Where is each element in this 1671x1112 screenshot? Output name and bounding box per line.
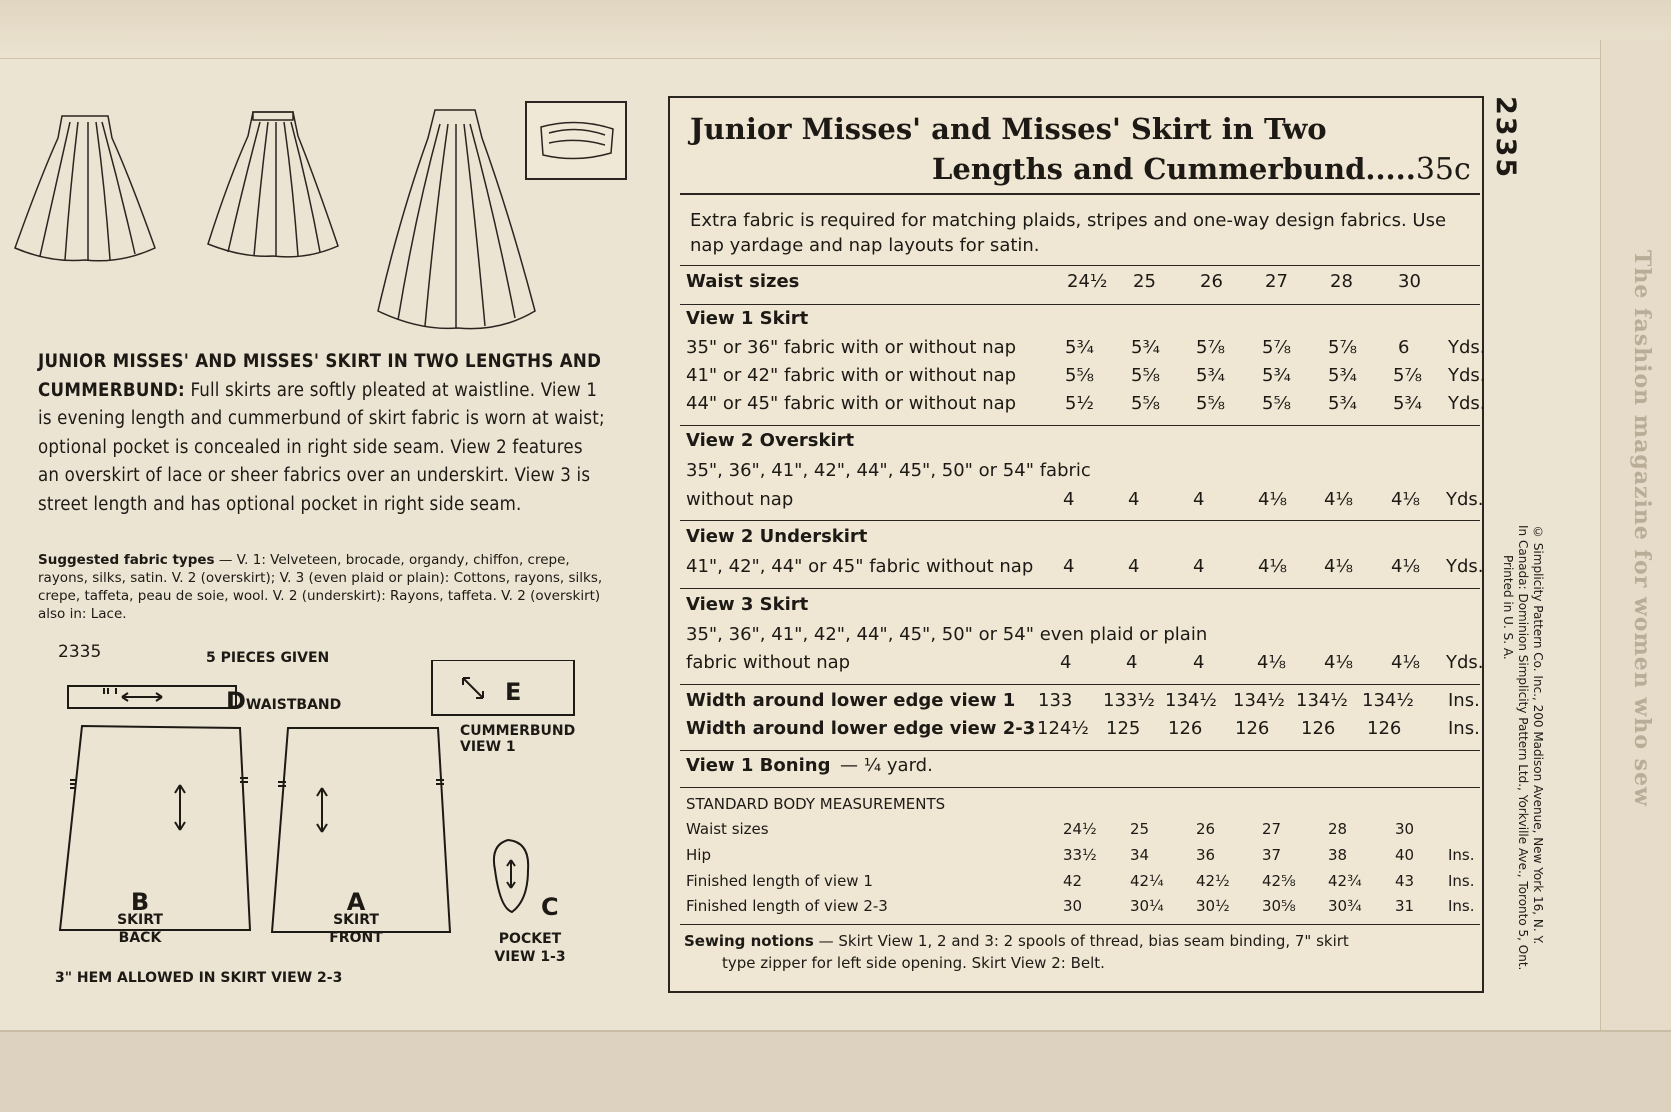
notions-line-2: type zipper for left side opening. Skirt View 2: Belt. [722, 954, 1105, 972]
cell: 5¾ [1262, 365, 1291, 386]
cell: 4 [1193, 652, 1205, 673]
cell: 5⅝ [1131, 365, 1160, 386]
cummerbund-illustration-box [525, 101, 627, 180]
boning-text: — ¼ yard. [840, 755, 933, 776]
description-body: Full skirts are softly pleated at waistline. View 1 is evening length and cummerbund of skirt fabric is worn at waist; optional pocket is concealed in right side seam. View 2 features an overskirt of lace or sheer fabrics over an underskirt. View 3 is street length and has optional pocket in right side seam. [38, 379, 605, 515]
cell: 5⅝ [1262, 393, 1291, 414]
view-1-row [0, 337, 1671, 363]
cell: 4 [1126, 652, 1138, 673]
cell: 124½ [1037, 718, 1089, 739]
cell: 25 [1130, 820, 1150, 838]
cell: 5⅞ [1393, 365, 1422, 386]
cell: 5¾ [1065, 337, 1094, 358]
panel-title-line-2 [932, 152, 1471, 187]
cell: 42⅝ [1262, 872, 1296, 890]
cell: 5⅞ [1328, 337, 1357, 358]
title-line-2-text: Lengths and Cummerbund..... [932, 152, 1416, 186]
cell: 5⅝ [1065, 365, 1094, 386]
cell: 28 [1328, 820, 1348, 838]
cell: 42¼ [1130, 872, 1164, 890]
unit: Yds. [1448, 337, 1486, 358]
view-2-overskirt-row [0, 489, 1671, 515]
row-label: Finished length of view 1 [686, 872, 873, 890]
row-label: 44" or 45" fabric with or without nap [686, 393, 1017, 414]
view-1-row [0, 365, 1671, 391]
cell: 5⅝ [1131, 393, 1160, 414]
cell: 4⅛ [1324, 652, 1353, 673]
cell: 134½ [1362, 690, 1414, 711]
row-label: 41" or 42" fabric with or without nap [686, 365, 1017, 386]
unit: Yds. [1446, 489, 1484, 510]
fabric-types-text: — V. 1: Velveteen, brocade, organdy, chiffon, crepe, rayons, silks, satin. V. 2 (overskirt); V. 3 (even plaid or plain): Cottons, rayons, silks, crepe, taffeta, peau de soie, wool. V. 2 (underskirt): Rayons, taffeta. V. 2 (overskirt) also in: Lace. [38, 552, 603, 622]
unit: Yds. [1448, 393, 1486, 414]
size-cell: 26 [1200, 271, 1223, 292]
cummerbund-letter: E [505, 678, 522, 706]
cell: 33½ [1063, 846, 1097, 864]
rule [680, 750, 1480, 751]
cell: 42¾ [1328, 872, 1362, 890]
rule [680, 787, 1480, 788]
waist-sizes-label: Waist sizes [686, 271, 800, 292]
body-row [0, 872, 1671, 898]
cell: 30¼ [1130, 897, 1164, 915]
cell: 4 [1128, 556, 1140, 577]
cell: 31 [1395, 897, 1415, 915]
cell: 5⅞ [1196, 337, 1225, 358]
skirt-back-label: B SKIRT BACK [117, 888, 163, 946]
unit: Ins. [1448, 872, 1475, 890]
rule [680, 924, 1480, 925]
unit: Yds. [1446, 556, 1484, 577]
row-label: Width around lower edge view 1 [686, 690, 1016, 711]
view-1-heading: View 1 Skirt [686, 308, 809, 329]
cell: 27 [1262, 820, 1282, 838]
row-label: Finished length of view 2-3 [686, 897, 888, 915]
description-heading: JUNIOR MISSES' AND MISSES' SKIRT IN TWO LENGTHS AND CUMMERBUND: [38, 351, 602, 401]
price: 35c [1415, 152, 1471, 187]
cell: 4 [1060, 652, 1072, 673]
credit-line-3: Printed in U. S. A. [1501, 555, 1515, 660]
cell: 38 [1328, 846, 1348, 864]
cell: 5½ [1065, 393, 1094, 414]
size-cell: 27 [1265, 271, 1288, 292]
title-rule [680, 193, 1480, 195]
view-3-heading: View 3 Skirt [686, 594, 809, 615]
panel-title-line-1: Junior Misses' and Misses' Skirt in Two [690, 112, 1327, 146]
cell: 5¾ [1196, 365, 1225, 386]
view-2-overskirt-line [0, 460, 1671, 486]
cell: 30¾ [1328, 897, 1362, 915]
waist-sizes-row [0, 271, 1671, 297]
side-slogan: The fashion magazine for women who sew [1629, 250, 1655, 807]
credit-line-1: © Simplicity Pattern Co. Inc., 200 Madison Avenue, New York 16, N. Y. [1531, 525, 1545, 945]
credit-line-2: In Canada: Dominion Simplicity Pattern Ltd., Yorkville Ave., Toronto 5, Ont. [1516, 525, 1530, 971]
rule [680, 684, 1480, 685]
body-measurements-heading [0, 795, 1671, 821]
unit: Yds. [1446, 652, 1484, 673]
cummerbund-label: CUMMERBUND VIEW 1 [460, 723, 576, 755]
cell: 4⅛ [1257, 652, 1286, 673]
cell: 42 [1063, 872, 1083, 890]
cell: 42½ [1196, 872, 1230, 890]
body-row [0, 820, 1671, 846]
rule [680, 304, 1480, 305]
cell: 4 [1193, 556, 1205, 577]
row-label: Hip [686, 846, 711, 864]
cell: 125 [1106, 718, 1141, 739]
unit: Ins. [1448, 846, 1475, 864]
row-label: fabric without nap [686, 652, 851, 673]
cell: 4 [1193, 489, 1205, 510]
rule [680, 265, 1480, 266]
pocket-label: POCKET VIEW 1-3 [494, 931, 566, 965]
unit: Yds. [1448, 365, 1486, 386]
fabric-types-label: Suggested fabric types [38, 552, 215, 568]
cell: 37 [1262, 846, 1282, 864]
skirt-illustration-view-2 [198, 106, 348, 271]
hem-note: 3" HEM ALLOWED IN SKIRT VIEW 2-3 [55, 970, 343, 986]
rule [680, 588, 1480, 589]
pieces-pattern-number: 2335 [58, 642, 102, 662]
extra-fabric-note: Extra fabric is required for matching plaids, stripes and one-way design fabrics. Use nap yardage and nap layouts for satin. [690, 210, 1447, 256]
cell: 134½ [1165, 690, 1217, 711]
view-1-row [0, 393, 1671, 419]
cell: 4⅛ [1258, 489, 1287, 510]
rule [680, 425, 1480, 426]
cell: 40 [1395, 846, 1415, 864]
view-2-underskirt-heading: View 2 Underskirt [686, 526, 868, 547]
boning-heading: View 1 Boning [686, 755, 831, 776]
cell: 36 [1196, 846, 1216, 864]
boning-row [0, 755, 1671, 781]
view-2-overskirt-heading: View 2 Overskirt [686, 430, 855, 451]
cell: 30½ [1196, 897, 1230, 915]
waistband-text: WAISTBAND [245, 697, 342, 713]
cell: 6 [1398, 337, 1410, 358]
section-heading: STANDARD BODY MEASUREMENTS [686, 795, 946, 813]
row-label: without nap [686, 489, 794, 510]
cell: 24½ [1063, 820, 1097, 838]
cell: 34 [1130, 846, 1150, 864]
cell: 5¾ [1328, 365, 1357, 386]
cell: 4⅛ [1258, 556, 1287, 577]
unit: Ins. [1448, 718, 1480, 739]
body-row [0, 897, 1671, 923]
cell: 126 [1367, 718, 1402, 739]
cell: 4⅛ [1324, 556, 1353, 577]
cell: 126 [1235, 718, 1270, 739]
size-cell: 28 [1330, 271, 1353, 292]
cell: 5⅝ [1196, 393, 1225, 414]
rule [680, 520, 1480, 521]
row-label: Waist sizes [686, 820, 769, 838]
cell: 4 [1063, 556, 1075, 577]
cell: 4⅛ [1391, 556, 1420, 577]
cummerbund-illustration [527, 103, 625, 178]
view-3-row [0, 652, 1671, 678]
cell: 134½ [1296, 690, 1348, 711]
cell: 26 [1196, 820, 1216, 838]
cell: 5¾ [1131, 337, 1160, 358]
cell: 5¾ [1328, 393, 1357, 414]
row-label: Width around lower edge view 2-3 [686, 718, 1036, 739]
cell: 126 [1168, 718, 1203, 739]
envelope-bottom-flap [0, 1030, 1671, 1112]
view-3-line [0, 624, 1671, 650]
cell: 5¾ [1393, 393, 1422, 414]
skirt-illustration-view-1 [10, 108, 160, 273]
unit: Ins. [1448, 897, 1475, 915]
cell: 5⅞ [1262, 337, 1291, 358]
cell: 133 [1038, 690, 1073, 711]
size-cell: 25 [1133, 271, 1156, 292]
skirt-front-label: A SKIRT FRONT [329, 888, 383, 946]
size-cell: 24½ [1067, 271, 1108, 292]
cell: 4⅛ [1391, 652, 1420, 673]
unit: Ins. [1448, 690, 1480, 711]
cell: 133½ [1103, 690, 1155, 711]
view-2-underskirt-row [0, 556, 1671, 582]
cell: 126 [1301, 718, 1336, 739]
cell: 43 [1395, 872, 1415, 890]
row-label: 35", 36", 41", 42", 44", 45", 50" or 54" fabric [686, 460, 1091, 481]
pocket-letter: C [541, 893, 559, 921]
pieces-given: 5 PIECES GIVEN [206, 650, 330, 666]
cell: 134½ [1233, 690, 1285, 711]
pattern-stamp-number: 2335 [1490, 96, 1521, 180]
notions-label: Sewing notions [684, 932, 814, 950]
skirt-illustration-view-3 [370, 106, 540, 336]
cell: 30⅝ [1262, 897, 1296, 915]
size-cell: 30 [1398, 271, 1421, 292]
cell: 30 [1395, 820, 1415, 838]
cell: 4 [1063, 489, 1075, 510]
cell: 4⅛ [1324, 489, 1353, 510]
publisher-credit [1500, 525, 1545, 1005]
cell: 30 [1063, 897, 1083, 915]
body-row [0, 846, 1671, 872]
envelope-top-flap [0, 0, 1671, 59]
cell: 4⅛ [1391, 489, 1420, 510]
width-row [0, 718, 1671, 744]
row-label: 35", 36", 41", 42", 44", 45", 50" or 54" even plaid or plain [686, 624, 1208, 645]
width-row [0, 690, 1671, 716]
notions-line-1: — Skirt View 1, 2 and 3: 2 spools of thread, bias seam binding, 7" skirt [818, 932, 1349, 950]
row-label: 41", 42", 44" or 45" fabric without nap [686, 556, 1034, 577]
row-label: 35" or 36" fabric with or without nap [686, 337, 1017, 358]
sewing-notions [684, 930, 1474, 974]
cell: 4 [1128, 489, 1140, 510]
waistband-letter: D [226, 687, 246, 715]
